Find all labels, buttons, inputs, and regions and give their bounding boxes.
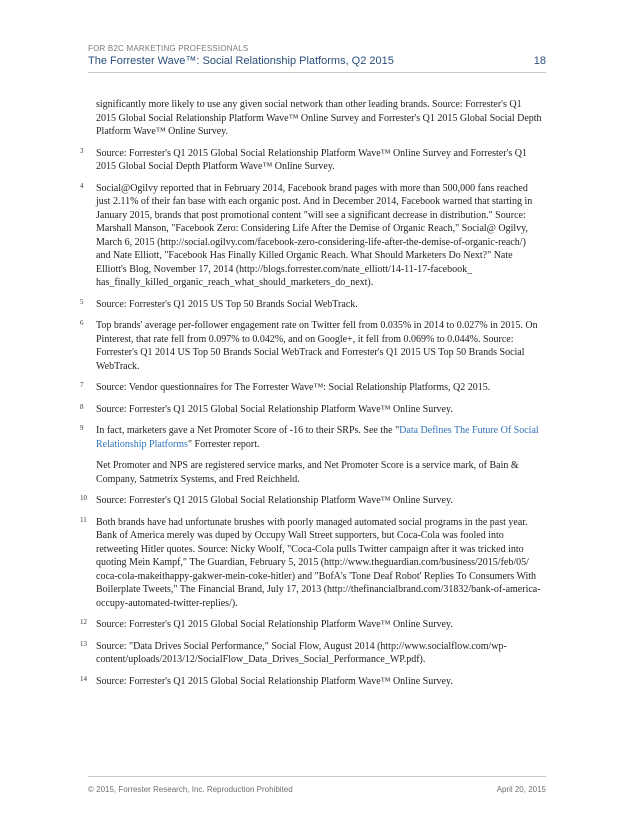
endnote-11 [80, 515, 542, 611]
endnote-text: Source: Forrester's Q1 2015 Global Social Relationship Platform Wave™ Online Survey. [96, 675, 453, 687]
endnote-number: 11 [80, 515, 87, 524]
endnotes-list [80, 98, 542, 696]
endnote-text: Social@Ogilvy reported that in February 2014, Facebook brand pages with more than 500,000 fans reached just 2.11% of their fan base with each organic post. And in December 2014, Facebook warned that starting in January 2015, brands that post promotional content "will see a significant decrease in distribution." Source: Marshall Manson, "Facebook Zero: Considering Life After the Demise of Organic Reach," Social@ Ogilvy, March 6, 2015 (http://social.ogilvy.com/facebook-zero-considering-life-after-the-demise-of-organic-reach/) and Nate Elliott, "Facebook Has Finally Killed Organic Reach. What Should Marketers Do Next?" Nate Elliott's Blog, November 17, 2014 (http://blogs.forrester.com/nate_elliott/14-11-17-facebook_ has_finally_killed_organic_reach_what_should_marketers_do_next). [96, 182, 533, 288]
endnote-13 [80, 639, 542, 667]
endnote-10 [80, 494, 542, 508]
endnote-text-after-link: " Forrester report. [187, 438, 260, 450]
page-number: 18 [533, 55, 546, 67]
document-title: The Forrester Wave™: Social Relationship Platforms, Q2 2015 [88, 55, 394, 67]
copyright-notice: © 2015, Forrester Research, Inc. Reproduction Prohibited [88, 785, 293, 794]
endnote-text: Source: Forrester's Q1 2015 US Top 50 Brands Social WebTrack. [96, 298, 358, 310]
endnote-4 [80, 181, 542, 290]
endnote-14 [80, 674, 542, 689]
endnote-text: Source: Forrester's Q1 2015 Global Social Relationship Platform Wave™ Online Survey. [96, 619, 453, 630]
endnote-text-before-link: In fact, marketers gave a Net Promoter Score of -16 to their SRPs. See the " [96, 425, 400, 436]
header-kicker: FOR B2C MARKETING PROFESSIONALS [88, 44, 249, 53]
endnote-number: 10 [80, 494, 87, 502]
endnote-text: significantly more likely to use any given social network than other leading brands. Source: Forrester's Q1 2015 Global Social Relationship Platform Wave™ Online Survey and Forrester's Q1 2015 Global Social Depth Platform Wave™ Online Survey. [96, 99, 542, 137]
endnote-number: 4 [80, 181, 84, 190]
header-divider [88, 72, 546, 73]
endnote-text: Source: Forrester's Q1 2015 Global Social Relationship Platform Wave™ Online Survey. [96, 495, 453, 506]
endnote-text: Top brands' average per-follower engagement rate on Twitter fell from 0.035% in 2014 to 0.027% in 2015. On Pinterest, that rate fell from 0.097% to 0.042%, and on Google+, it fell from 0.069% to 0.044%. Source: Forrester's Q1 2014 US Top 50 Brands Social WebTrack and Forrester's Q1 2015 US Top 50 Brands Social WebTrack. [96, 320, 538, 372]
endnote-number: 12 [80, 618, 87, 626]
endnote-text: Source: Forrester's Q1 2015 Global Social Relationship Platform Wave™ Online Survey. [96, 403, 453, 415]
endnote-text: Source: Forrester's Q1 2015 Global Social Relationship Platform Wave™ Online Survey and Forrester's Q1 2015 Global Social Depth Platform Wave™ Online Survey. [96, 147, 527, 172]
endnote-number: 13 [80, 639, 87, 648]
footer-divider [88, 776, 546, 777]
endnote-text [96, 424, 542, 451]
endnote-number: 8 [80, 402, 84, 411]
endnote-number: 6 [80, 319, 84, 327]
endnote-number: 7 [80, 381, 84, 389]
endnote-5 [80, 297, 542, 312]
endnote-number: 5 [80, 297, 84, 306]
endnote-number: 3 [80, 146, 84, 155]
endnote-12 [80, 618, 542, 632]
report-link[interactable]: Data Defines The Future Of Social Relationship Platforms [96, 425, 539, 450]
endnote-6 [80, 319, 542, 373]
endnote-7 [80, 381, 542, 395]
endnote-9 [80, 424, 542, 486]
endnote-number: 9 [80, 424, 84, 432]
endnote-number: 14 [80, 674, 87, 683]
endnote-3 [80, 146, 542, 174]
endnote-text: Source: Vendor questionnaires for The Forrester Wave™: Social Relationship Platforms, Q2 2015. [96, 382, 491, 393]
endnote-text: Source: "Data Drives Social Performance," Social Flow, August 2014 (http://www.socialflow.com/wp-content/uploads/2013/12/SocialFlow_Data_Drives_Social_Performance_WP.pdf). [96, 640, 507, 665]
publication-date: April 20, 2015 [496, 785, 546, 794]
endnote-8 [80, 402, 542, 417]
endnote-text-secondary: Net Promoter and NPS are registered service marks, and Net Promoter Score is a service mark, of Bain & Company, Satmetrix Systems, and Fred Reichheld. [96, 460, 519, 485]
endnote-text: Both brands have had unfortunate brushes with poorly managed automated social programs in the past year. Bank of America merely was duped by Occupy Wall Street supporters, but Coca-Cola was fooled into retweeting Hitler quotes. Source: Nicky Woolf, "Coca-Cola pulls Twitter campaign after it was tricked into quoting Mein Kampf," The Guardian, February 5, 2015 (http://www.theguardian.com/business/2015/feb/05/ coca-cola-makeithappy-gakwer-mein-coke-hitler) and "BofA's 'Tone Deaf Robot' Replies To Consumers With Boilerplate Tweets," The Financial Brand, July 17, 2013 (http://thefinancialbrand.com/31832/bank-of-america-occupy-automated-twitter-replies/). [96, 516, 541, 609]
endnote-continued [96, 98, 542, 139]
